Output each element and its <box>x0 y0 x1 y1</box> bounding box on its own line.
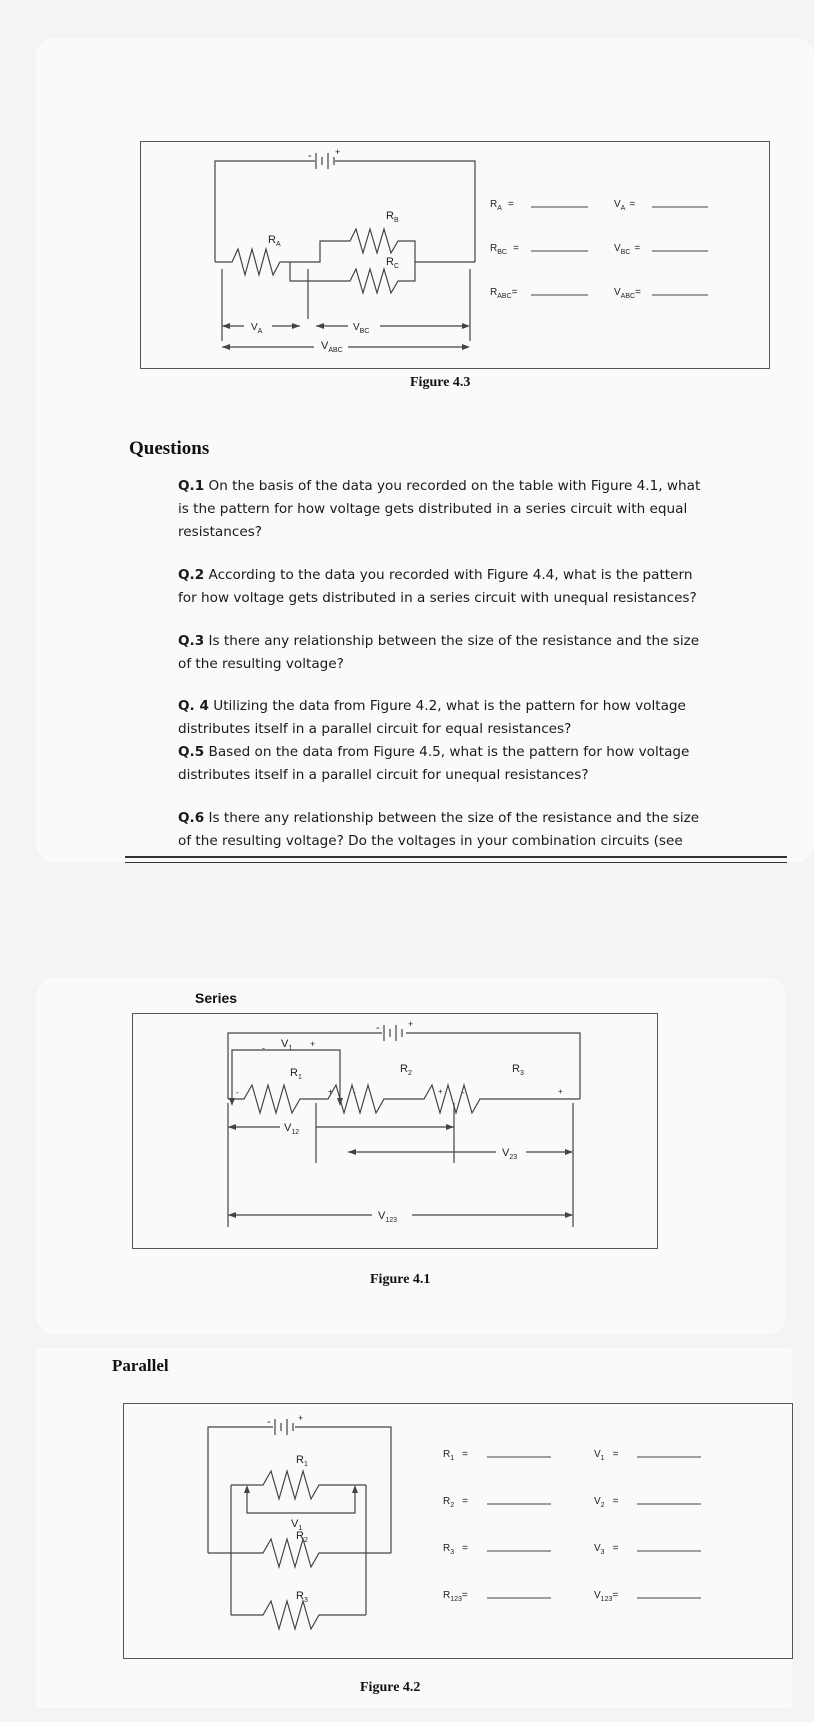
figure-4-2-table <box>443 1449 701 1603</box>
question-6: Q.6 Is there any relationship between the size of the resistance and the size of the resulting voltage? Do the voltages in your combination circuits (see <box>178 810 700 849</box>
parallel-heading: Parallel <box>112 1356 169 1375</box>
table-row-r2: $R_2$ = <box>443 1496 468 1509</box>
table-row-r123: $R_{123}=$ <box>443 1590 468 1603</box>
r2-label: $R_2$ <box>400 1063 412 1077</box>
vabc-label: $V_{ABC}$ <box>321 340 343 354</box>
r1-label: $R_1$ <box>290 1067 302 1081</box>
page-1-bottom-border <box>125 856 787 863</box>
battery-plus-label: + <box>298 1413 304 1423</box>
v1-plus-label: + <box>310 1039 316 1049</box>
questions-heading: Questions <box>129 438 210 459</box>
rb-label: $R_B$ <box>386 210 399 224</box>
question-2: Q.2 According to the data you recorded with Figure 4.4, what is the pattern for how voltage gets distributed in a series circuit with unequal resistances? <box>178 567 697 606</box>
figure-4-3-table <box>490 199 708 300</box>
r3-label: $R_3$ <box>296 1590 308 1604</box>
question-5: Q.5 Based on the data from Figure 4.5, what is the pattern for how voltage distributes itself in a parallel circuit for unequal resistances? <box>178 744 690 783</box>
table-row-v3: $V_3$ = <box>594 1543 619 1556</box>
va-label: $V_A$ <box>251 322 263 335</box>
r3-plus-label: + <box>558 1087 563 1096</box>
figure-4-3-circuit <box>140 141 770 369</box>
r2-plus-label: + <box>438 1087 443 1096</box>
table-row-vbc: $V_{BC}$ = <box>614 243 641 256</box>
table-row-r1: $R_1$ = <box>443 1449 468 1462</box>
table-row-v123: $V_{123}=$ <box>594 1590 619 1603</box>
table-row-vabc: $V_{ABC}=$ <box>614 287 641 300</box>
r3-minus-label: - <box>462 1088 465 1097</box>
battery-plus-label: + <box>408 1019 414 1029</box>
battery-plus-label: + <box>335 147 341 157</box>
r1-minus-label: - <box>236 1088 239 1097</box>
vbc-label: $V_{BC}$ <box>353 322 370 335</box>
table-row-r3: $R_3$ = <box>443 1543 468 1556</box>
rc-label: $R_C$ <box>386 256 400 270</box>
table-row-v1: $V_1$ = <box>594 1449 619 1462</box>
r2-label: $R_2$ <box>296 1530 308 1544</box>
v1-minus-label: - <box>262 1043 265 1053</box>
v23-label: $V_{23}$ <box>502 1147 518 1161</box>
table-row-ra: $R_A$ = <box>490 199 514 212</box>
series-heading: Series <box>195 990 238 1006</box>
battery-minus-label: - <box>376 1022 380 1034</box>
ra-label: $R_A$ <box>268 234 281 248</box>
r1-label: $R_1$ <box>296 1454 308 1468</box>
table-row-va: $V_A$ = <box>614 199 636 212</box>
figure-4-1-caption: Figure 4.1 <box>370 1272 431 1287</box>
figure-4-3-caption: Figure 4.3 <box>410 375 471 390</box>
figure-4-2-caption: Figure 4.2 <box>360 1680 421 1695</box>
figure-4-2-circuit <box>123 1403 793 1659</box>
v123-label: $V_{123}$ <box>378 1210 398 1224</box>
table-row-rbc: $R_{BC}$ = <box>490 243 519 256</box>
figure-4-1-circuit <box>132 1013 658 1249</box>
r1-plus-label: + <box>328 1087 333 1096</box>
r2-minus-label: - <box>353 1088 356 1097</box>
question-1: Q.1 On the basis of the data you recorded on the table with Figure 4.1, what is the pattern for how voltage gets distributed in a series circuit with equal resistances? <box>178 478 701 540</box>
v1-label: $V_1$ <box>291 1518 303 1532</box>
r3-label: $R_3$ <box>512 1063 524 1077</box>
battery-minus-label: - <box>308 150 312 162</box>
table-row-v2: $V_2$ = <box>594 1496 619 1509</box>
battery-minus-label: - <box>267 1416 271 1428</box>
v1-label: $V_1$ <box>281 1038 293 1052</box>
table-row-rabc: $R_{ABC}=$ <box>490 287 518 300</box>
question-3: Q.3 Is there any relationship between the size of the resistance and the size of the resulting voltage? <box>178 633 700 672</box>
v12-label: $V_{12}$ <box>284 1122 300 1136</box>
question-4: Q. 4 Utilizing the data from Figure 4.2, what is the pattern for how voltage distributes itself in a parallel circuit for equal resistances? <box>178 698 686 737</box>
